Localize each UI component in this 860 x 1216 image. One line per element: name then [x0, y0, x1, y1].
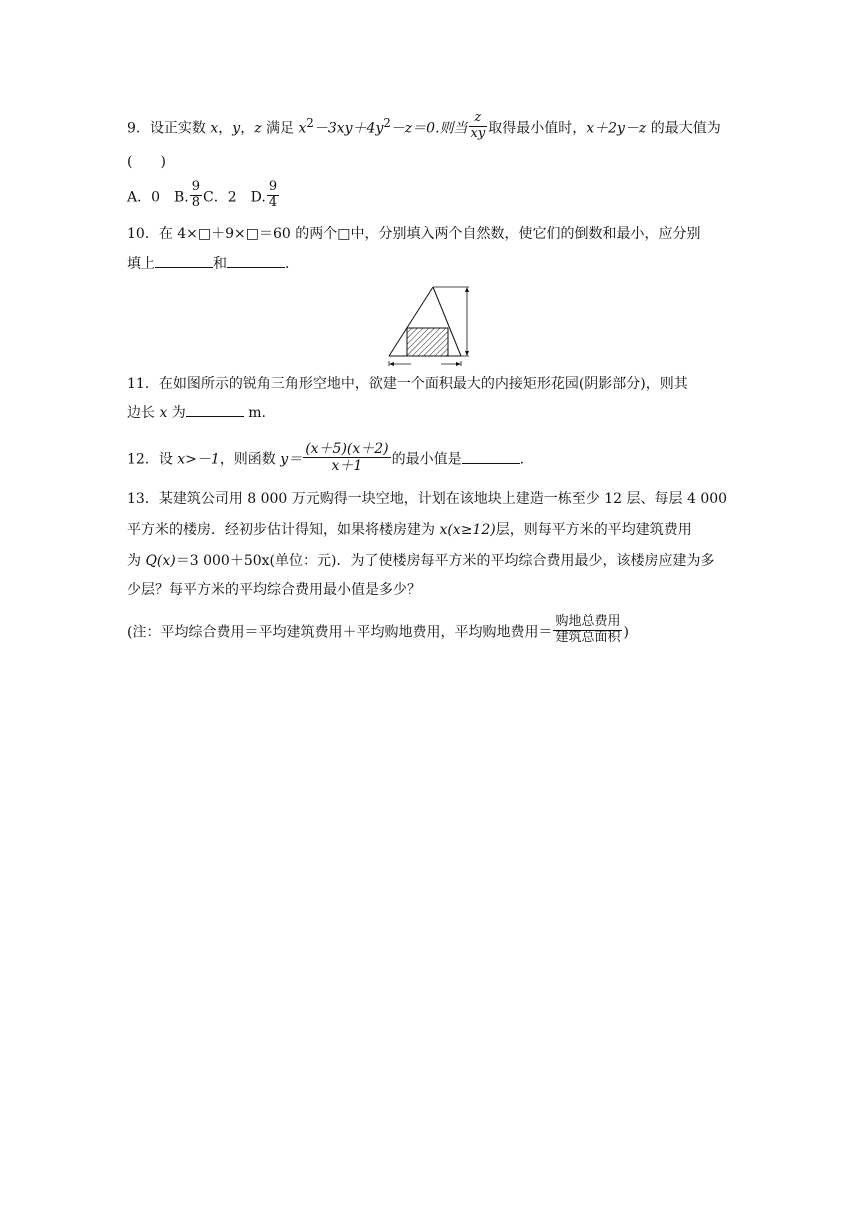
- function-fraction: [303, 441, 390, 474]
- triangle-rectangle-figure: [383, 283, 483, 367]
- fraction-numerator: 9: [268, 179, 278, 194]
- text: 边长: [127, 405, 160, 421]
- problem-12-line: [127, 443, 524, 476]
- math-x-squared-base: x: [298, 120, 307, 137]
- function-y: y＝: [280, 451, 303, 468]
- note-fraction: [553, 615, 622, 646]
- text: 层，则每平方米的平均建筑费用: [495, 522, 692, 538]
- answer-blank: [227, 266, 285, 268]
- problem-13-line-1: 13．某建筑公司用 8 000 万元购得一块空地，计划在该地块上建造一栋至少 12 层、每层 4 000: [127, 491, 728, 507]
- condition: x>－1: [177, 451, 220, 468]
- inscribed-rectangle: [407, 328, 448, 356]
- problem-13-line-2: [127, 522, 692, 539]
- text: 为: [127, 553, 146, 569]
- height-arrow-top: [465, 287, 469, 292]
- answer-blank: [186, 415, 244, 417]
- problem-13-line-4: 少层？每平方米的平均综合费用最小值是多少？: [127, 582, 421, 598]
- problem-9-text-4: 的最大值为: [646, 120, 721, 137]
- text: 和: [213, 256, 227, 272]
- problem-9-text-2: 满足: [261, 120, 299, 137]
- problem-13-line-3: [127, 553, 714, 570]
- fraction-denominator: 8: [191, 194, 201, 210]
- note-close-paren: ): [623, 624, 629, 641]
- height-arrow-bottom: [465, 351, 469, 356]
- note-text: (注：平均综合费用＝平均建筑费用＋平均购地费用，平均购地费用＝: [127, 624, 553, 641]
- expression: x＋2y－z: [586, 120, 647, 137]
- equation-rest: －z＝0.则当: [390, 120, 468, 137]
- superscript-2: 2: [383, 115, 391, 130]
- fraction-z-over-xy: [469, 111, 488, 142]
- option-d-fraction: [267, 180, 279, 211]
- math-x: x: [210, 120, 219, 137]
- floor-variable: x(x≥12): [439, 522, 496, 538]
- text: ＝3 000＋50x(单位：元)．为了使楼房每平方米的平均综合费用最少，该楼房应建为多: [175, 553, 715, 569]
- problem-11-line-2: [127, 405, 266, 422]
- problem-11-line-1: 11．在如图所示的锐角三角形空地中，欲建一个面积最大的内接矩形花园(阴影部分)，则其: [127, 376, 688, 392]
- options-text: A．0 B.: [127, 189, 189, 206]
- problem-10-line-1: 10．在 4×□＋9×□＝60 的两个□中，分别填入两个自然数，使它们的倒数和最小，应分别: [127, 226, 701, 242]
- base-arrow-right: [456, 362, 461, 366]
- option-b-fraction: [190, 180, 202, 211]
- math-x: x: [159, 405, 168, 421]
- text: 填上: [127, 256, 155, 272]
- problem-9-number: 9．: [127, 120, 150, 137]
- problem-13-note: [127, 614, 629, 648]
- base-arrow-left: [389, 362, 394, 366]
- text: 为: [167, 405, 186, 421]
- problem-9-options: [127, 179, 280, 213]
- problem-9-text-1: 设正实数: [149, 120, 211, 137]
- comma: ，: [218, 120, 233, 137]
- math-z: z: [254, 120, 262, 137]
- fraction-numerator: 购地总费用: [555, 614, 621, 629]
- text: .: [285, 256, 290, 272]
- problem-9-line-1: [127, 110, 721, 144]
- text: ，则函数: [219, 451, 281, 468]
- fraction-numerator: 9: [191, 179, 201, 194]
- equation-part: －3xy＋4y: [313, 120, 384, 137]
- math-y: y: [232, 120, 241, 137]
- problem-9-text-3: 取得最小值时，: [488, 120, 587, 137]
- text: .: [519, 451, 525, 468]
- fraction-numerator: (x＋5)(x＋2): [305, 441, 389, 457]
- text: 平方米的楼房．经初步估计得知，如果将楼房建为: [127, 522, 440, 538]
- superscript-2: 2: [306, 115, 314, 130]
- cost-function: Q(x): [145, 553, 176, 569]
- comma: ，: [240, 120, 255, 137]
- problem-10-line-2: [127, 256, 289, 273]
- answer-blank: [462, 462, 520, 464]
- fraction-denominator: x＋1: [331, 458, 363, 475]
- text: 的最小值是: [391, 451, 462, 468]
- fraction-denominator: 4: [268, 194, 278, 210]
- text: 12．设: [127, 451, 178, 468]
- problem-9-paren: ( ): [127, 154, 166, 170]
- base-label-background: [411, 359, 441, 367]
- triangle-diagram: [383, 283, 483, 367]
- fraction-denominator: 建筑总面积: [555, 629, 621, 645]
- answer-blank: [155, 266, 213, 268]
- fraction-numerator: z: [469, 111, 488, 127]
- text: m.: [243, 405, 266, 421]
- options-mid: C．2 D.: [203, 189, 266, 206]
- fraction-denominator: xy: [470, 125, 486, 141]
